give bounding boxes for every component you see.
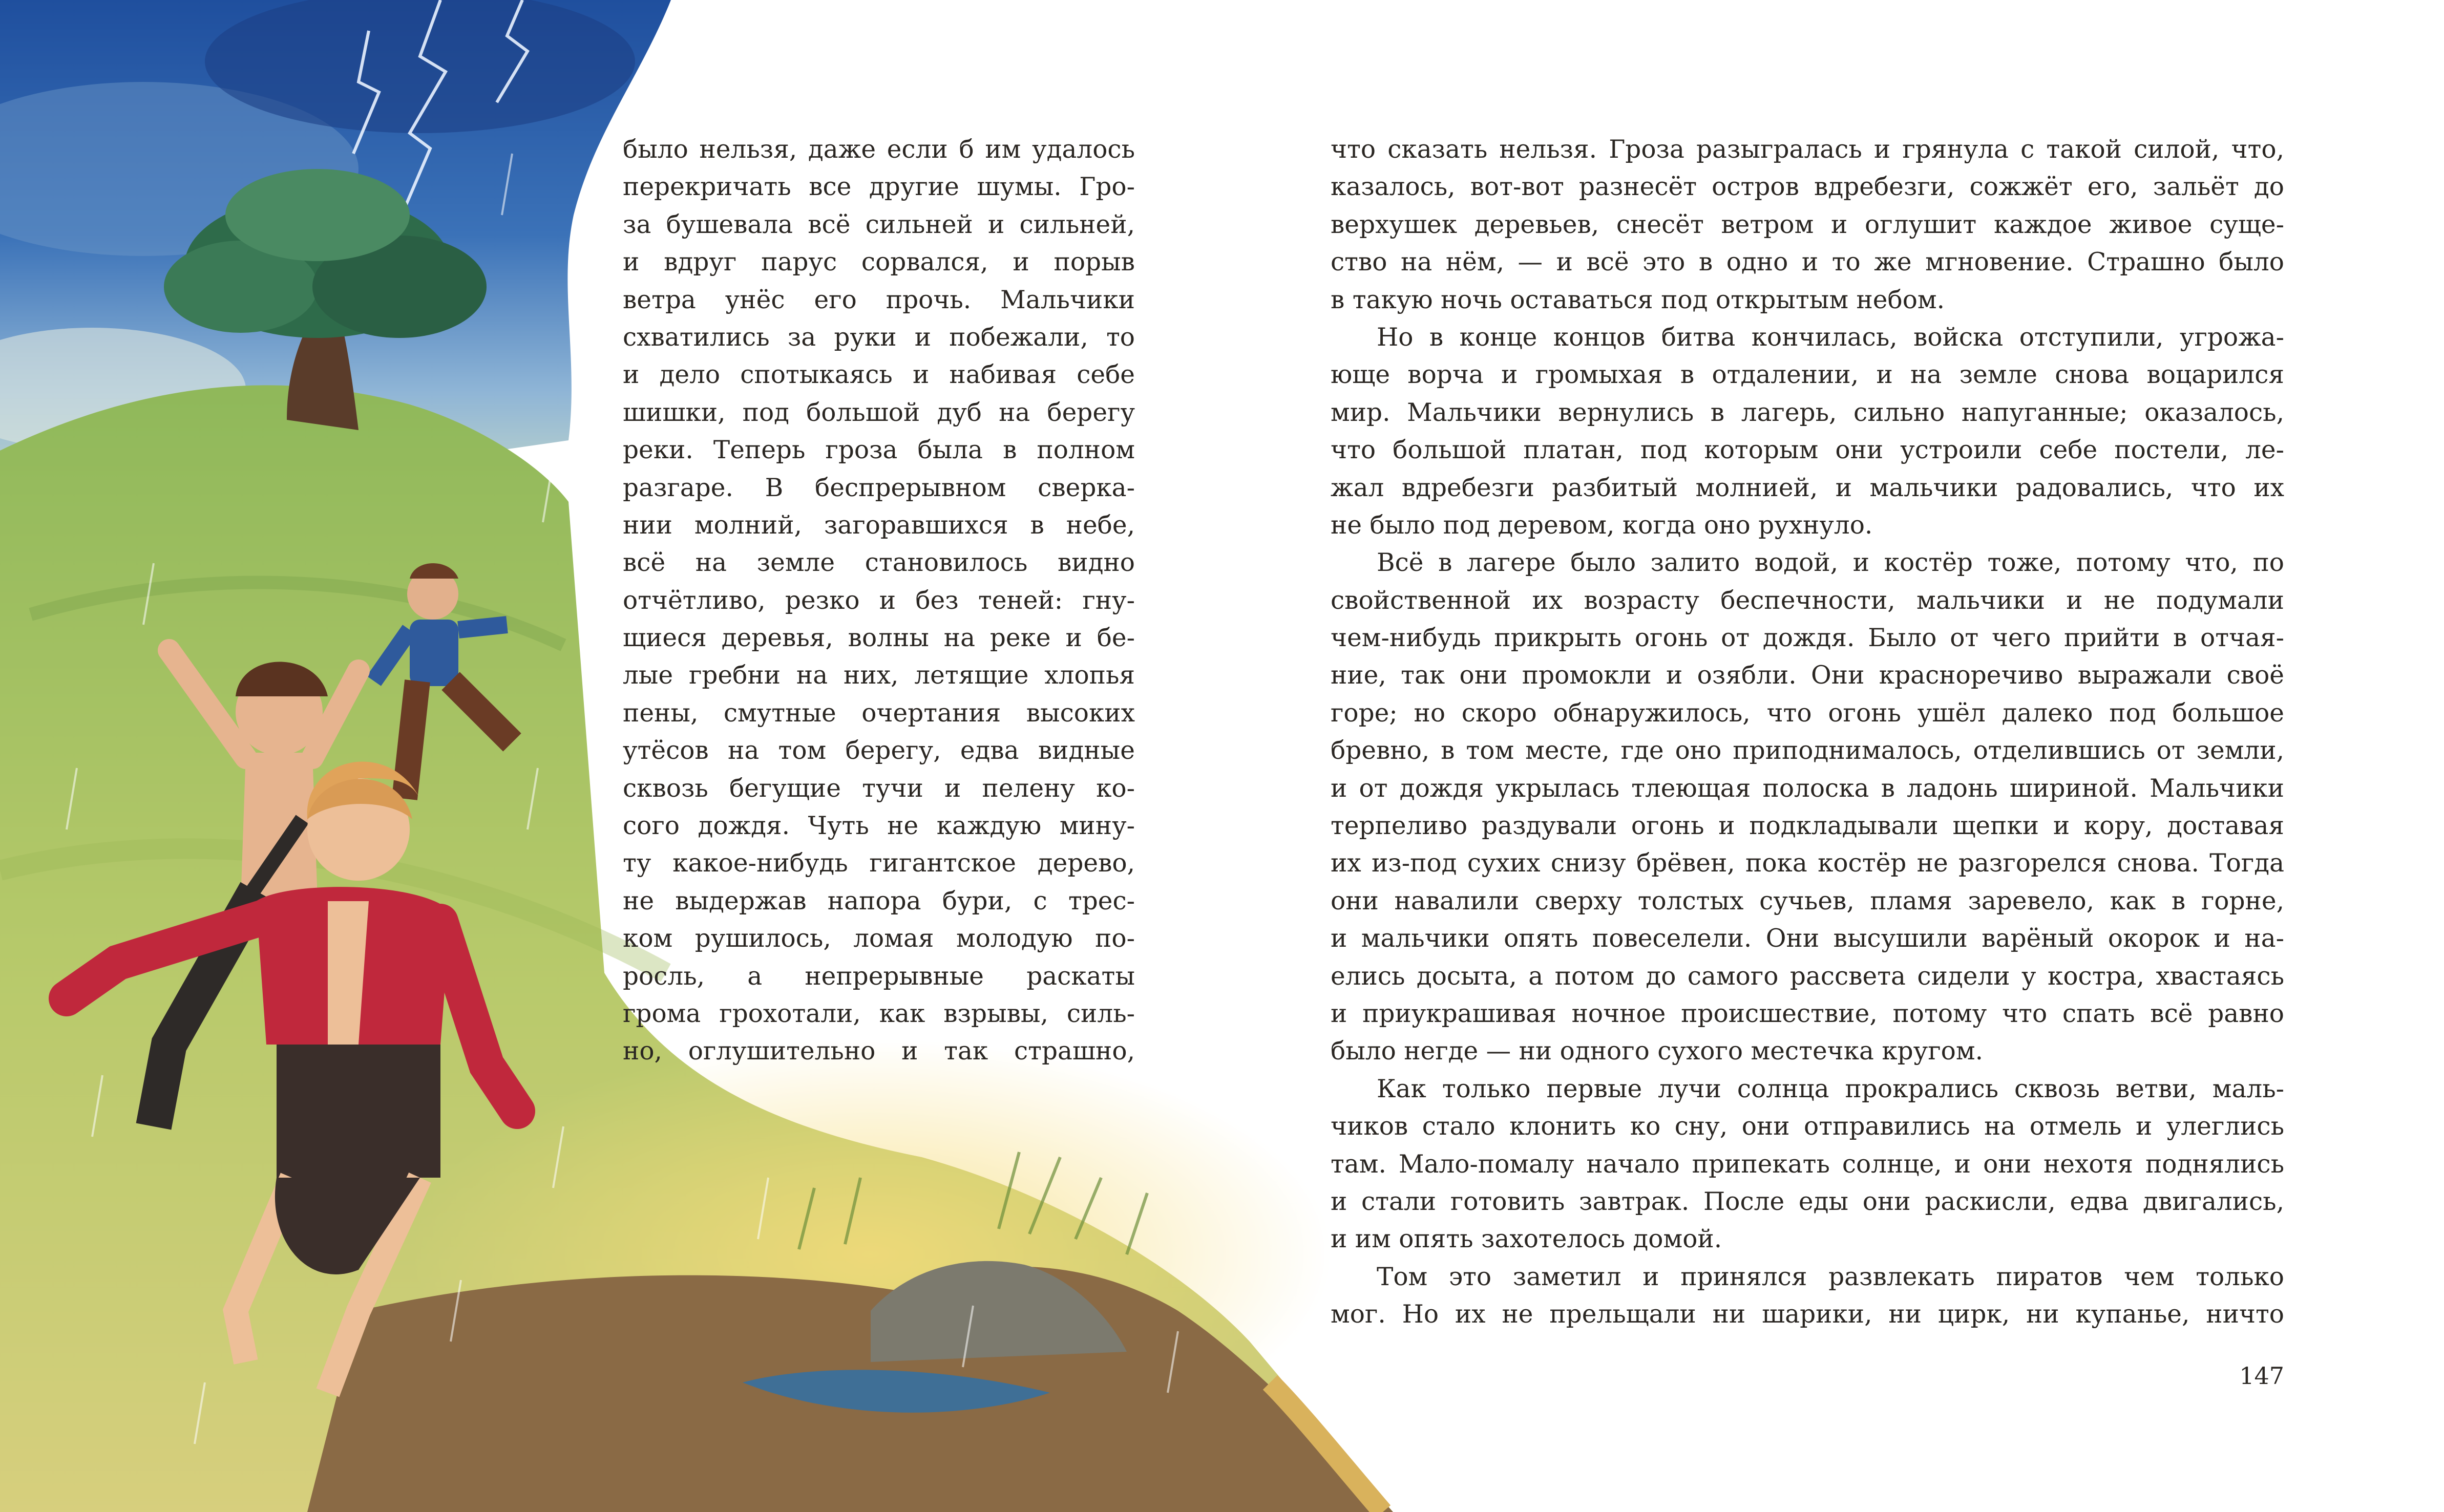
text-line: не было под деревом, когда оно рухнуло. [1331, 510, 1873, 540]
text-line: было негде — ни одного сухого местечка кругом. [1331, 1037, 1984, 1066]
text-line: перекричать все другие шумы. Гро- [623, 173, 1135, 202]
text-line: там. Мало-помалу начало припекать солнце, и они нехотя поднялись [1331, 1149, 2284, 1179]
text-line: и дело спотыкаясь и набивая себе [623, 360, 1135, 390]
text-line: и мальчики опять повеселели. Они высушили варёный окорок и на- [1331, 924, 2284, 953]
paragraph-first-line: Всё в лагере было залито водой, и костёр тоже, потому что, по [1377, 548, 2284, 578]
text-line: всё на земле становилось видно [623, 548, 1135, 578]
text-line: лые гребни на них, летящие хлопья [623, 661, 1135, 690]
text-line: ство на нём, — и всё это в одно и то же мгновение. Страшно было [1331, 248, 2284, 277]
text-line: и стали готовить завтрак. После еды они раскисли, едва двигались, [1331, 1187, 2284, 1216]
text-line: нии молний, загоравшихся в небе, [623, 510, 1135, 540]
text-line: елись досыта, а потом до самого рассвета сидели у костра, хвастаясь [1331, 962, 2284, 991]
text-line: в такую ночь оставаться под открытым небом. [1331, 285, 1945, 314]
text-line: не выдержав напора бури, с трес- [623, 886, 1135, 915]
text-line: утёсов на том берегу, едва видные [623, 736, 1135, 765]
text-line: росль, а непрерывные раскаты [623, 962, 1135, 991]
text-line: терпеливо раздували огонь и подкладывали щепки и кору, доставая [1331, 812, 2284, 841]
text-line: казалось, вот-вот разнесёт остров вдребезги, сожжёт его, зальёт до [1331, 173, 2284, 202]
paragraph-first-line: Но в конце концов битва кончилась, войска отступили, угрожа- [1377, 323, 2284, 352]
text-line: разгаре. В беспрерывном сверка- [623, 473, 1135, 502]
text-line: и им опять захотелось домой. [1331, 1225, 1722, 1254]
text-line: что большой платан, под которым они устроили себе постели, ле- [1331, 436, 2284, 465]
text-line: юще ворча и громыхая в отдалении, и на земле снова воцарился [1331, 360, 2284, 390]
text-line: пены, смутные очертания высоких [623, 698, 1135, 728]
left-text-column [623, 131, 1135, 1071]
text-line: ту какое-нибудь гигантское дерево, [623, 849, 1135, 878]
text-line: бревно, в том месте, где оно приподнималось, отделившись от земли, [1331, 736, 2284, 765]
text-line: сквозь бегущие тучи и пелену ко- [623, 774, 1135, 803]
text-line: было нельзя, даже если б им удалось [623, 135, 1135, 164]
text-line: реки. Теперь гроза была в полном [623, 436, 1135, 465]
text-line: мир. Мальчики вернулись в лагерь, сильно напуганные; оказалось, [1331, 398, 2284, 427]
text-line: ние, так они промокли и озябли. Они красноречиво выражали своё [1331, 661, 2284, 690]
text-line: мог. Но их не прельщали ни шарики, ни цирк, ни купанье, ничто [1331, 1300, 2284, 1329]
text-line: грома грохотали, как взрывы, силь- [623, 999, 1135, 1028]
text-line: свойственной их возрасту беспечности, мальчики и не подумали [1331, 586, 2284, 615]
text-line: ветра унёс его прочь. Мальчики [623, 285, 1135, 314]
text-line: сого дождя. Чуть не каждую мину- [623, 812, 1135, 841]
text-line: за бушевала всё сильней и сильней, [623, 210, 1135, 239]
text-line: они навалили сверху толстых сучьев, пламя заревело, как в горне, [1331, 886, 2284, 915]
text-line: ком рушилось, ломая молодую по- [623, 924, 1135, 953]
text-line: чиков стало клонить ко сну, они отправились на отмель и улеглись [1331, 1112, 2284, 1141]
text-line: горе; но скоро обнаружилось, что огонь ушёл далеко под большое [1331, 698, 2284, 728]
text-line: и приукрашивая ночное происшествие, потому что спать всё равно [1331, 999, 2284, 1028]
text-line: отчётливо, резко и без теней: гну- [623, 586, 1135, 615]
text-line: но, оглушительно и так страшно, [623, 1037, 1135, 1066]
paragraph-first-line: Как только первые лучи солнца прокрались сквозь ветви, маль- [1377, 1074, 2284, 1103]
paragraph-first-line: Том это заметил и принялся развлекать пиратов чем только [1377, 1262, 2284, 1291]
text-line: их из-под сухих снизу брёвен, пока костёр не разгорелся снова. Тогда [1331, 849, 2284, 878]
text-line: верхушек деревьев, снесёт ветром и оглушит каждое живое суще- [1331, 210, 2284, 239]
text-line: жал вдребезги разбитый молнией, и мальчики радовались, что их [1331, 473, 2284, 502]
text-line: шишки, под большой дуб на берегу [623, 398, 1135, 427]
page-number: 147 [2239, 1362, 2284, 1390]
text-line: чем-нибудь прикрыть огонь от дождя. Было от чего прийти в отчая- [1331, 624, 2284, 653]
text-line: и от дождя укрылась тлеющая полоска в ладонь шириной. Мальчики [1331, 774, 2284, 803]
text-line: и вдруг парус сорвался, и порыв [623, 248, 1135, 277]
text-line: что сказать нельзя. Гроза разыгралась и грянула с такой силой, что, [1331, 135, 2284, 164]
right-text-column [1331, 131, 2284, 1334]
text-line: схватились за руки и побежали, то [623, 323, 1135, 352]
text-line: щиеся деревья, волны на реке и бе- [623, 624, 1135, 653]
